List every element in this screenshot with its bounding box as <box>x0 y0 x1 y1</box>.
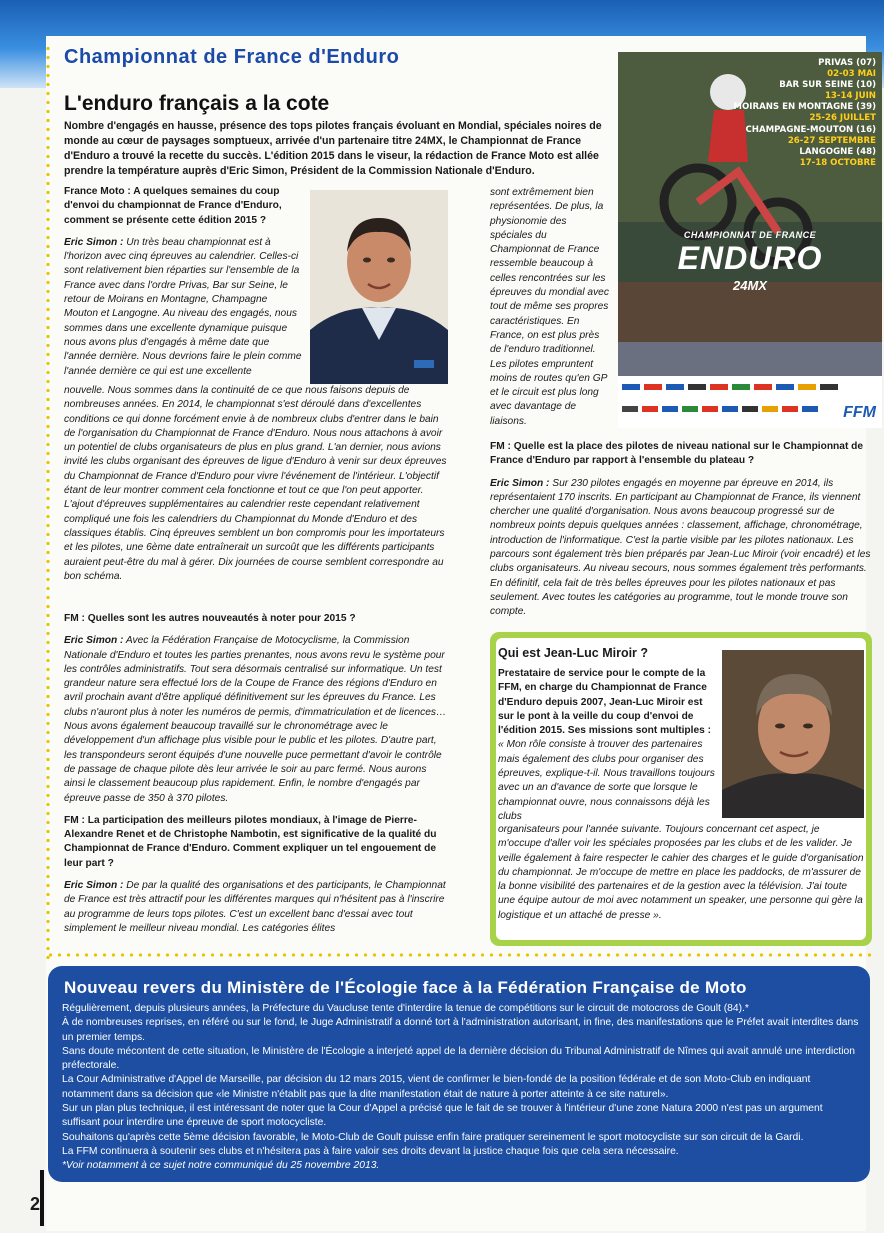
speaker-label: Eric Simon : <box>64 236 124 248</box>
sidebar-bold-text: Prestataire de service pour le compte de la FFM, en charge du Championnat de France d'Enduro depuis 2007, Jean-Luc Miroir est sur le pont à la veille du coup d'envoi de l'édition 2015. Ses missions sont multiples : <box>498 668 712 737</box>
answer-2 <box>64 634 448 806</box>
event-date: 02-03 MAI <box>827 69 876 80</box>
speaker-label: Eric Simon : <box>64 880 124 892</box>
event-calendar <box>733 58 876 169</box>
article-headline: L'enduro français a la cote <box>64 92 330 115</box>
ffm-logo: FFM <box>843 404 876 421</box>
portrait-image <box>310 190 448 384</box>
answer-1-part-1 <box>64 236 302 379</box>
question-1: France Moto : A quelques semaines du coup d'envoi du championnat de France d'Enduro, comment se présente cette édition 2015 ? <box>64 186 282 226</box>
news-paragraph: La FFM continuera à soutenir ses clubs et n'hésitera pas à faire valoir ses droits devant la justice chaque fois que cela sera nécessaire. <box>62 1145 679 1157</box>
column-1-lower <box>64 612 448 944</box>
news-box <box>48 966 870 1182</box>
speaker-label: Eric Simon : <box>490 477 550 489</box>
event-city: CHAMPAGNE-MOUTON (16) <box>745 124 876 135</box>
answer-text: De par la qualité des organisations et des participants, le Championnat de France est très attractif pour les différentes marques qui n'hésitent pas à l'inscrire au programme de leurs tops pilotes. C'est un excellent banc d'essai avec tout simplement le meilleur niveau mondial. Les catégories élites <box>64 880 446 934</box>
event-date: 13-14 JUIN <box>824 91 876 102</box>
event-city: BAR SUR SEINE (10) <box>779 80 876 91</box>
sidebar-intro <box>498 667 718 824</box>
news-paragraph: La Cour Administrative d'Appel de Marseille, par décision du 12 mars 2015, vient de confirmer le bien-fondé de la position fédérale et de son Moto-Club en indiquant notamment dans sa décision que «le Ministre n'établit pas que la dite manifestation était de nature à porter atteinte à ce site naturel». <box>62 1074 811 1100</box>
news-paragraph: Sans doute mécontent de cette situation, le Ministère de l'Écologie a interjeté appel de la dernière décision du Tribunal Administratif de Nîmes qui avait annulé une interdiction préfectorale. <box>62 1045 856 1072</box>
poster-championship: CHAMPIONNAT DE FRANCE <box>683 230 817 240</box>
event-date: 17-18 OCTOBRE <box>799 157 876 168</box>
question-4: FM : Quelle est la place des pilotes de niveau national sur le Championnat de France d'Enduro par rapport à l'ensemble du plateau ? <box>490 441 864 467</box>
question-3: FM : La participation des meilleurs pilotes mondiaux, à l'image de Pierre-Alexandre Renet et de Christophe Nambotin, est significative de la qualité du Championnat de France d'Enduro. Comment expliquer un tel engouement de leur part ? <box>64 814 437 869</box>
column-1-top <box>64 185 302 387</box>
news-title: Nouveau revers du Ministère de l'Écologie face à la Fédération Française de Moto <box>64 978 747 997</box>
sponsor-logos-strip <box>618 376 882 428</box>
sidebar-quote-end: organisateurs pour l'année suivante. Toujours concernant cet aspect, je m'occupe d'aller voir les spéciales proposées par les clubs et de les valider. Je veille également à faire respecter le cahier des charges et le guide d'organisation du championnat. Je m'occupe de mettre en place les paddocks, de m'assurer de la bonne visibilité des partenaires et de la gestion avec la télévision. J'ai toute une équipe autour de moi avec notamment un speaker, une personne qui gère la logistique et un attaché de presse ». <box>498 824 864 921</box>
speaker-label: Eric Simon : <box>64 635 124 647</box>
answer-4 <box>490 477 874 620</box>
jean-luc-miroir-portrait <box>722 650 864 818</box>
answer-text: Sur 230 pilotes engagés en moyenne par épreuve en 2014, ils représentaient 170 inscrits. En participant au Championnat de France, ils viennent chercher une qualité d'organisation. Nous avons beaucoup progressé sur de nombreux points depuis quelques années : classement, affichage, chronométrage, introduction de l'informatique. C'est la partie visible par les pilotes nationaux. Les parcours sont également très bien préparés par Jean-Luc Miroir (voir encadré) et les clubs organisateurs. Au niveau secours, nous sommes également très performants. En définitif, cela fait de très belles épreuves pour les pilotes nationaux et pas seulement. Avec toutes les catégories au programme, tout le monde trouve son compte. <box>490 477 871 618</box>
news-paragraph: Régulièrement, depuis plusieurs années, la Préfecture du Vaucluse tente d'interdire la tenue de compétitions sur le circuit de motocross de Goult (84).* <box>62 1003 749 1014</box>
poster-title: ENDURO <box>677 240 823 276</box>
answer-3 <box>64 879 448 936</box>
column-1-continuation <box>64 384 448 592</box>
eric-simon-portrait <box>310 190 448 384</box>
page-corner-mark <box>40 1170 44 1226</box>
section-title: Championnat de France d'Enduro <box>64 46 400 68</box>
news-paragraph: À de nombreuses reprises, en référé ou sur le fond, le Juge Administratif a donné tort à l'administration autorisant, in fine, des manifestations que le Préfet avait interdites dans un premier temps. <box>62 1017 859 1043</box>
column-3 <box>490 440 874 628</box>
event-city: LANGOGNE (48) <box>799 146 876 157</box>
page-number: 2 <box>30 1194 41 1214</box>
poster-sponsor: 24MX <box>733 278 767 293</box>
sidebar-quote-start: « Mon rôle consiste à trouver des partenaires mais également des clubs pour organiser des épreuves, explique-t-il. Nous travaillons toujours avec un an d'avance de sorte que lorsque le championnat ouvre, nous connaissons déjà les clubs <box>498 739 715 822</box>
dotted-border-vertical <box>46 44 50 959</box>
event-city: MOIRANS EN MONTAGNE (39) <box>733 102 876 113</box>
column-2-narrow <box>490 186 610 437</box>
answer-text: Un très beau championnat est à l'horizon avec cinq épreuves au calendrier. Celles-ci sont relativement bien réparties sur l'ensemble de la France avec dans l'ordre Privas, Bar sur Seine, le retour de Moirans en Montagne, Champagne Mouton et Langogne. Au niveau des engagés, nous sommes dans une excellente dynamique puisque nous avons plus d'engagés à même date que l'année dernière. Nous devrions faire le plein comme l'année dernière ce qui est une excellente <box>64 236 302 377</box>
answer-1-part-2: nouvelle. Nous sommes dans la continuité de ce que nous faisons depuis de nombreuses années. En 2014, le championnat s'est déroulé dans d'excellentes conditions ce qui donne forcément envie à de nombreux clubs d'entrer dans le bain de l'organisation du Championnat de France d'Enduro. Nous nous attachons à avoir un potentiel de clubs organisateurs de plus en plus grand. L'an dernier, nous avions invité les clubs organisant des épreuves de ligue d'Enduro à venir sur deux épreuves du Championnat de France d'Enduro pour vivre l'événement de l'intérieur. L'objectif étant de leur montrer comment cela fonctionne et tout ce que l'on peut apporter. L'ajout d'épreuves supplémentaires au calendrier reste cependant relativement compliqué une fois les calendriers du Championnat du Monde d'Enduro et des classiques établis. Cinq épreuves semblent un bon compromis pour les importateurs et les pilotes, une 6ème date entraînerait un surcoût que les différents participants auraient peut-être du mal à gérer. Dix journées de course semblent correspondre au bon schéma. <box>64 385 447 582</box>
portrait-image <box>722 650 864 818</box>
news-paragraph: Souhaitons qu'après cette 5ème décision favorable, le Moto-Club de Goult puisse enfin faire pratiquer sereinement le sport motocycliste sur son circuit de la Gardi. <box>62 1131 804 1143</box>
event-date: 25-26 JUILLET <box>809 113 876 124</box>
championship-poster <box>618 52 882 420</box>
answer-1-part-3: sont extrêmement bien représentées. De plus, la physionomie des spéciales du Championnat de France ressemble beaucoup à celles rencontrées sur les épreuves du mondial avec tout de même ses propres caractéristiques. En France, on est plus près de l'enduro traditionnel. Les pilotes empruntent moins de routes qu'en GP et le circuit est plus long avec davantage de liaisons. <box>490 187 609 427</box>
news-body <box>62 1002 862 1174</box>
dotted-border-horizontal <box>46 952 872 958</box>
news-paragraph: Sur un plan plus technique, il est intéressant de noter que la Cour d'Appel a précisé que le fait de se trouver à l'intérieur d'une zone Natura 2000 n'est pas un argument suffisant pour interdire une épreuve de sport motocycliste. <box>62 1103 823 1129</box>
question-2: FM : Quelles sont les autres nouveautés à noter pour 2015 ? <box>64 613 356 624</box>
event-date: 26-27 SEPTEMBRE <box>787 135 876 146</box>
sidebar-title: Qui est Jean-Luc Miroir ? <box>498 646 649 660</box>
news-footnote: *Voir notamment à ce sujet notre communiqué du 25 novembre 2013. <box>62 1160 380 1172</box>
answer-text: Avec la Fédération Française de Motocyclisme, la Commission Nationale d'Enduro et toutes les parties prenantes, nous avons revu le système pour les contrôles administratifs. Tout sera désormais centralisé sur informatique. Un test grandeur nature sera effectué lors de la Coupe de France des régions d'Enduro en avril prochain avant d'être appliqué définitivement sur les épreuves du France. Les clubs n'auront plus à noter les numéros de permis, d'immatriculation et de licences… Nous avons également beaucoup travaillé sur le chronométrage avec le développement d'un affichage plus visible pour le public et les pilotes. D'autre part, les transpondeurs seront équipés d'une nouvelle puce permettant d'avoir le contrôle de passage de chaque pilote dès leur arrivée le soir au parc fermé. Nous aurons ainsi le classement beaucoup plus rapidement. Enfin, le nombre d'engagés par épreuve passe de 350 à 370 pilotes. <box>64 635 447 804</box>
article-lead: Nombre d'engagés en hausse, présence des tops pilotes français évoluant en Mondial, spéciales noires de monde au cœur de paysages somptueux, arrivée d'un partenaire titre 24MX, le Championnat de France d'Enduro a trouvé la recette du succès. L'édition 2015 dans le viseur, la rédaction de France Moto est allée prendre la température auprès d'Eric Simon, Président de la Commission Nationale d'Enduro. <box>64 120 602 177</box>
event-city: PRIVAS (07) <box>818 58 876 68</box>
